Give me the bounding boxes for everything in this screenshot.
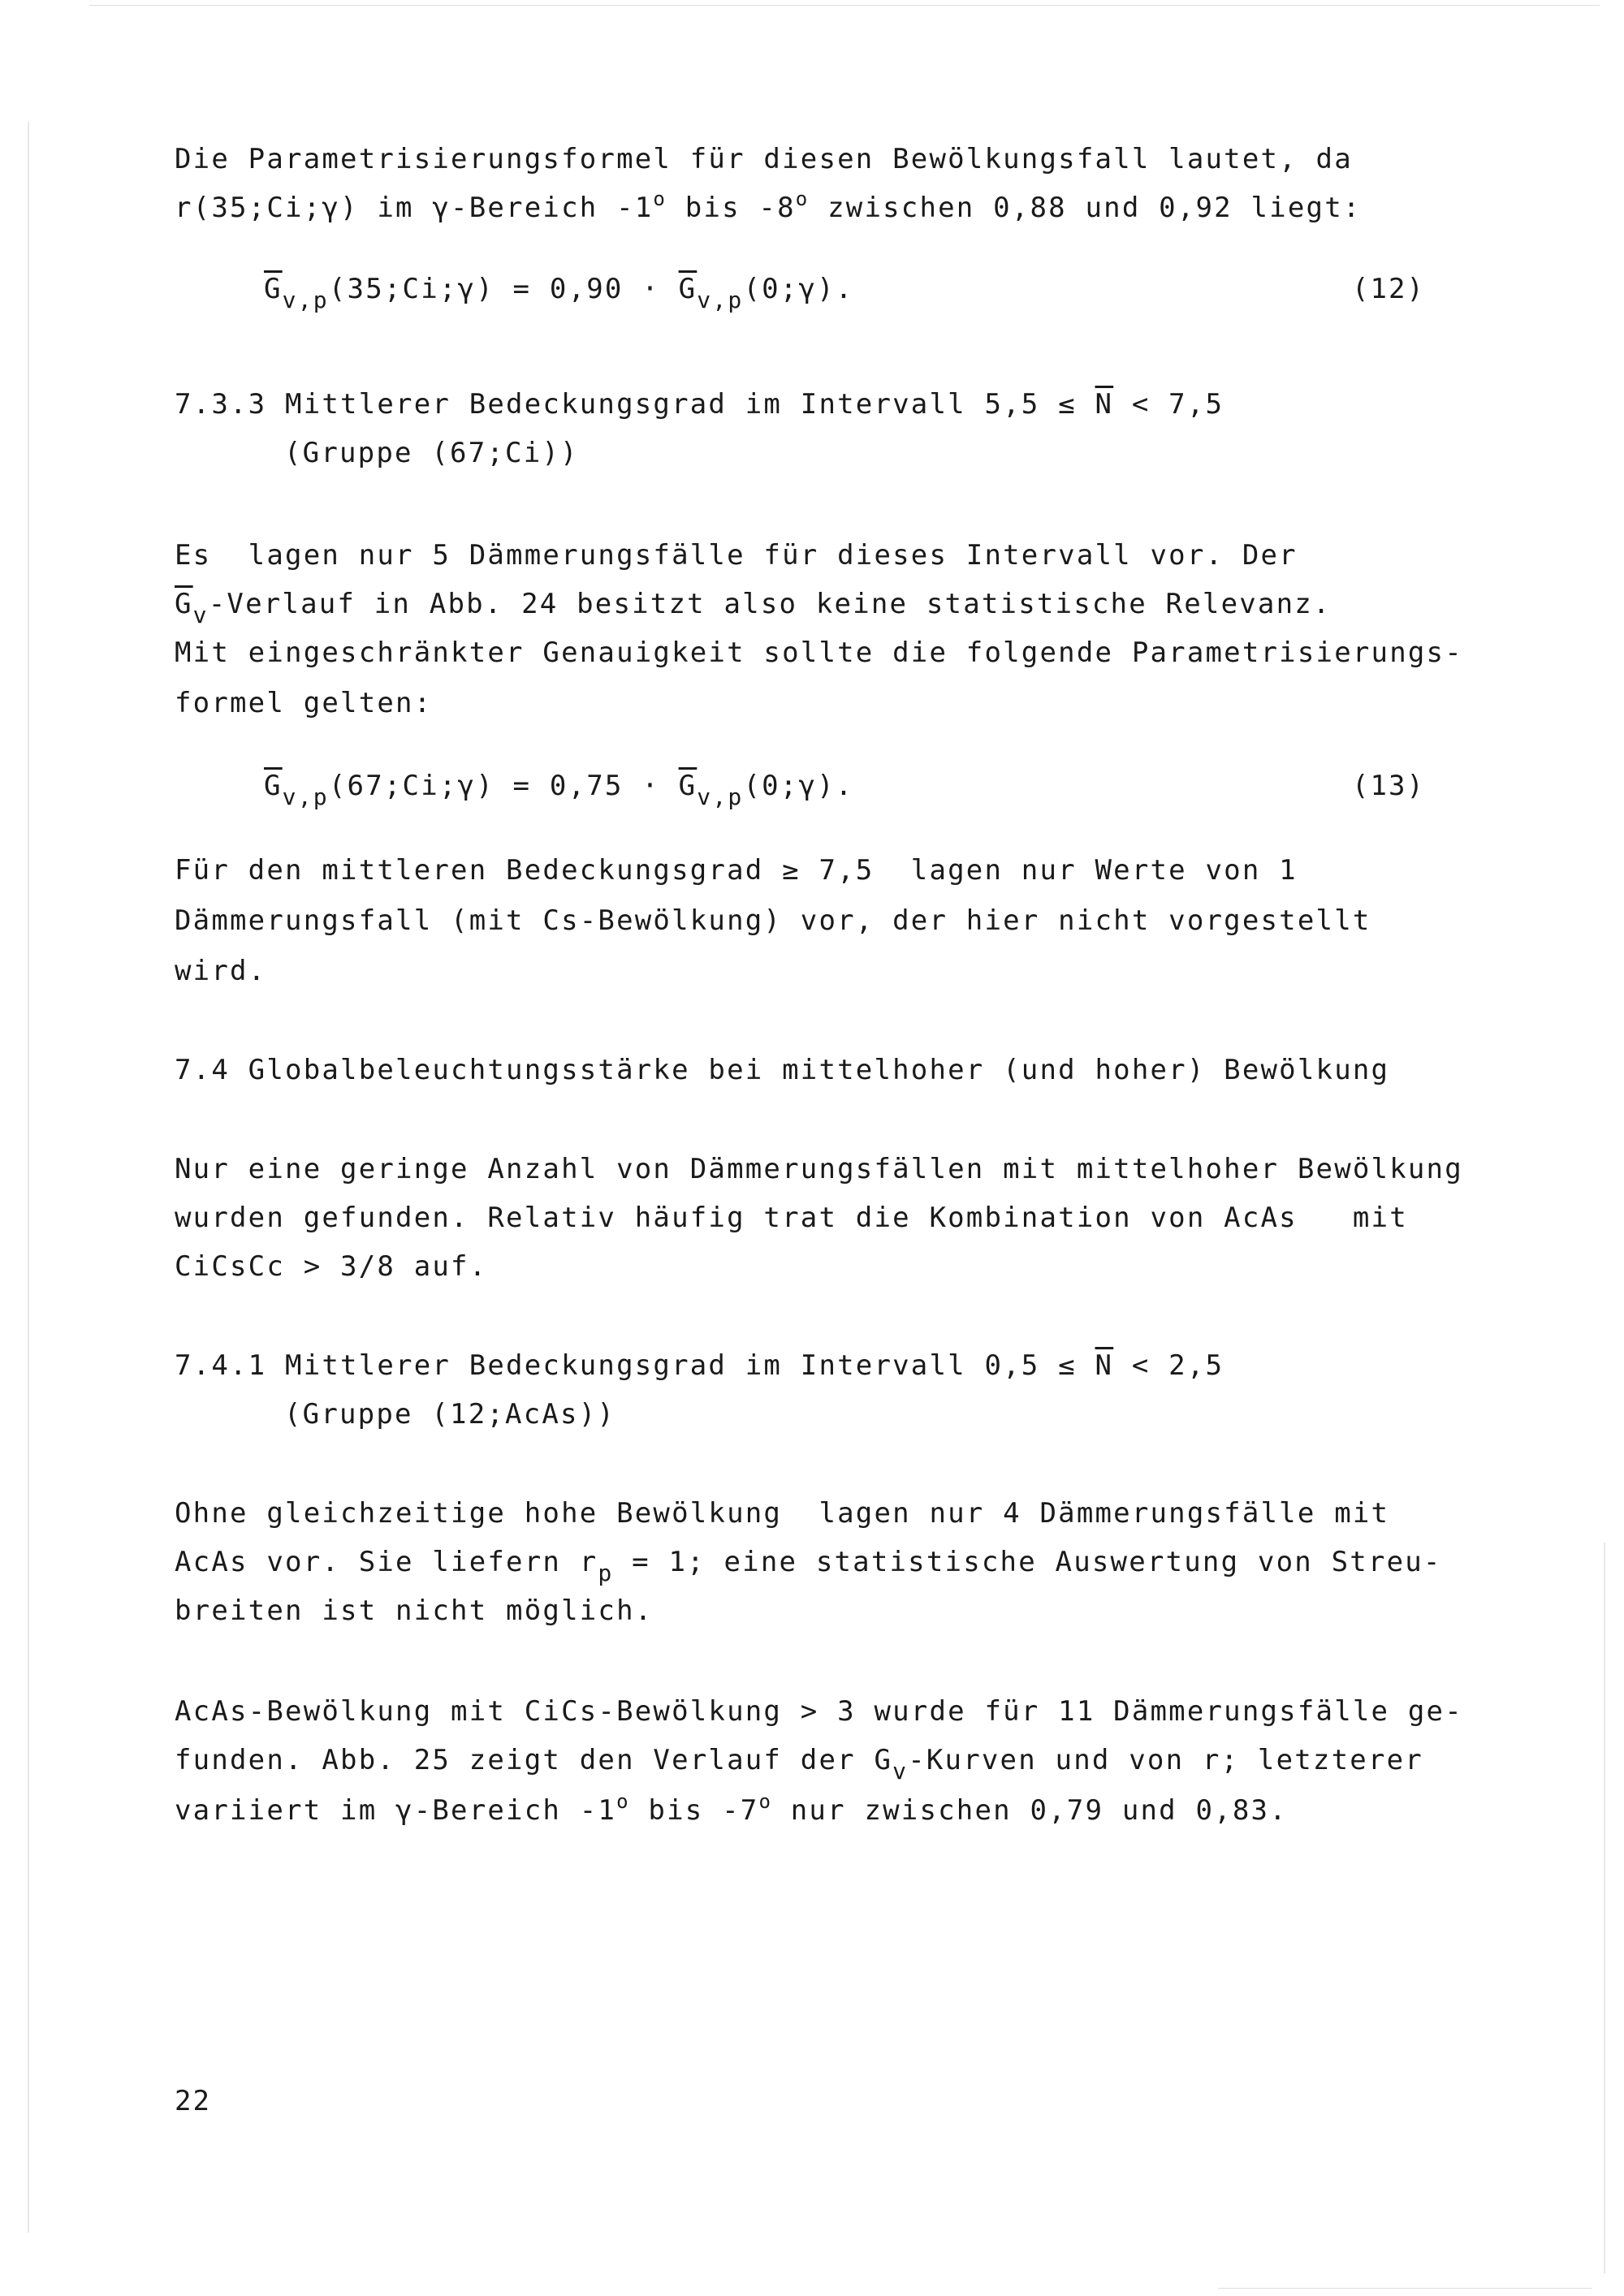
- page-number: 22: [175, 2085, 211, 2117]
- equation-13-number: (13): [1352, 770, 1425, 802]
- para6-line2: funden. Abb. 25 zeigt den Verlauf der $G_v$-Kurven und von r; letzterer: [175, 1744, 1423, 1785]
- para2-line4: formel gelten:: [175, 687, 433, 719]
- para2-line3: Mit eingeschränkter Genauigkeit sollte die folgende Parametrisierungs-: [175, 637, 1463, 669]
- para3-line3: wird.: [175, 955, 267, 987]
- para1-line1: Die Parametrisierungsformel für diesen Bewölkungsfall lautet, da: [175, 143, 1353, 175]
- para5-line1: Ohne gleichzeitige hohe Bewölkung lagen nur 4 Dämmerungsfälle mit: [175, 1497, 1390, 1530]
- heading-7-4-1-group: (Gruppe (12;AcAs)): [284, 1398, 616, 1431]
- para3-line1: Für den mittleren Bedeckungsgrad ≥ 7,5 lagen nur Werte von 1: [175, 854, 1298, 887]
- para4-line3: CiCsCc > 3/8 auf.: [175, 1250, 488, 1283]
- heading-7-4: 7.4 Globalbeleuchtungsstärke bei mittelhoher (und hoher) Bewölkung: [175, 1054, 1390, 1086]
- scan-edge-right: [1604, 1543, 1605, 2273]
- para2-line1: Es lagen nur 5 Dämmerungsfälle für dieses Intervall vor. Der: [175, 539, 1298, 572]
- heading-7-3-3-group: (Gruppe (67;Ci)): [284, 437, 579, 469]
- scan-edge-left: [28, 122, 29, 2233]
- equation-12-number: (12): [1352, 273, 1425, 305]
- heading-7-3-3: 7.3.3 Mittlerer Bedeckungsgrad im Intervall $5,5 \le \overline{N} < 7,5$: [175, 388, 1224, 421]
- para2-line2: $\overline{G}_v$-Verlauf in Abb. 24 besitzt also keine statistische Relevanz.: [175, 588, 1332, 628]
- para4-line1: Nur eine geringe Anzahl von Dämmerungsfällen mit mittelhoher Bewölkung: [175, 1153, 1463, 1185]
- para5-line3: breiten ist nicht möglich.: [175, 1595, 654, 1627]
- heading-7-4-1: 7.4.1 Mittlerer Bedeckungsgrad im Intervall $0,5 \le \overline{N} < 2,5$: [175, 1349, 1224, 1382]
- para4-line2: wurden gefunden. Relativ häufig trat die Kombination von AcAs mit: [175, 1202, 1408, 1234]
- para1-line2: r(35;Ci;γ) im γ-Bereich -1$^o$ bis -8$^o$ zwischen 0,88 und 0,92 liegt:: [175, 188, 1362, 224]
- scan-edge-bottom: [1218, 2288, 1592, 2289]
- para6-line1: AcAs-Bewölkung mit CiCs-Bewölkung > 3 wurde für 11 Dämmerungsfälle ge-: [175, 1695, 1463, 1728]
- para5-line2: AcAs vor. Sie liefern $r_p = 1$; eine statistische Auswertung von Streu-: [175, 1546, 1442, 1586]
- para6-line3: variiert im γ-Bereich -1$^o$ bis -7$^o$ nur zwischen 0,79 und 0,83.: [175, 1790, 1288, 1827]
- para3-line2: Dämmerungsfall (mit Cs-Bewölkung) vor, der hier nicht vorgestellt: [175, 904, 1371, 937]
- scan-edge-top: [89, 5, 1600, 6]
- equation-12: $\overline{G}_{v,p}(35;Ci;\gamma) = 0,90$ · $\overline{G}_{v,p}(0;\gamma)$.: [264, 273, 854, 313]
- equation-13: $\overline{G}_{v,p}(67;Ci;\gamma) = 0,75$ · $\overline{G}_{v,p}(0;\gamma)$.: [264, 770, 854, 810]
